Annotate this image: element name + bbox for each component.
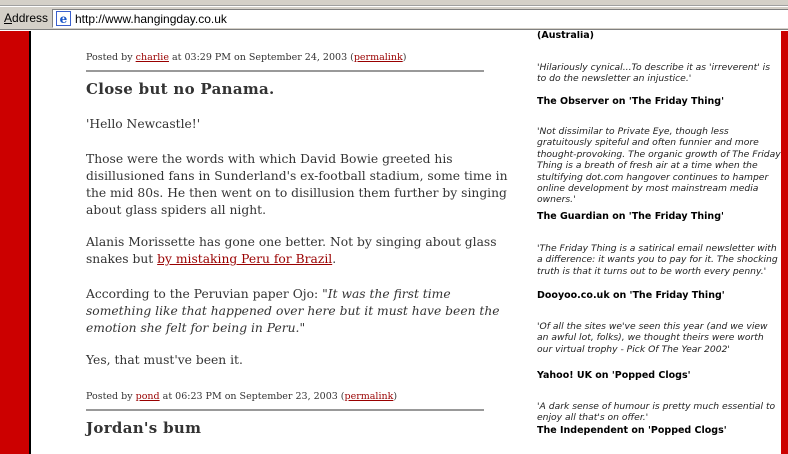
post-title: Jordan's bum	[86, 419, 202, 437]
address-label-rest: ddress	[12, 11, 49, 25]
review-quote: 'Not dissimilar to Private Eye, though less gratuitously spiteful and often funnier and more thought-provoking. The organic growth of The Friday Thing is a breath of fresh air at a time when the stultifying dot.com hangover continues to hamper online development by most mainstream media owners.'	[537, 126, 781, 206]
review-source: Yahoo! UK on 'Popped Clogs'	[537, 370, 691, 381]
review-source: Dooyoo.co.uk on 'The Friday Thing'	[537, 290, 725, 301]
post-meta	[86, 391, 516, 402]
paragraph-text: Alanis Morissette has gone one better. Not by singing about glass snakes but	[86, 235, 497, 266]
review-source: (Australia)	[537, 31, 595, 41]
review-source: The Independent on 'Popped Clogs'	[537, 425, 727, 436]
page-content	[31, 31, 781, 454]
review-quote: 'A dark sense of humour is pretty much essential to enjoy all that's on offer.'	[537, 401, 776, 424]
review-source: The Guardian on 'The Friday Thing'	[537, 211, 724, 222]
permalink-link[interactable]: permalink	[344, 391, 394, 402]
post-divider	[86, 409, 484, 411]
address-label-accesskey: A	[4, 11, 13, 25]
post-paragraph: Yes, that must've been it.	[86, 353, 243, 367]
permalink-link[interactable]: permalink	[353, 52, 403, 63]
paragraph-text: .	[332, 252, 337, 266]
svg-text:e: e	[59, 12, 68, 26]
address-label	[4, 11, 48, 25]
ie-page-icon	[56, 11, 71, 26]
post-paragraph: Those were the words with which David Bowie greeted his disillusioned fans in Sunderland's ex-football stadium, some time in the mid 80s. He then went on to disillusion them further by singing about glass spiders all night.	[86, 152, 508, 217]
review-quote: 'The Friday Thing is a satirical email newsletter with a difference: it wants you to pay for it. The shocking truth is that it turns out to be worth every penny.'	[537, 243, 778, 277]
post-divider	[86, 70, 484, 72]
address-url[interactable]: http://www.hangingday.co.uk	[75, 12, 227, 26]
post-paragraph	[86, 234, 516, 268]
post-paragraph: 'Hello Newcastle!'	[86, 117, 201, 131]
meta-suffix: )	[393, 391, 398, 402]
ojo-quote: "It was the first time something like that happened over here but it must have been the emotion she felt for being in Peru."	[86, 287, 500, 335]
paragraph-text: According to the Peruvian paper Ojo:	[86, 287, 323, 301]
author-link[interactable]: charlie	[135, 52, 169, 63]
address-bar	[0, 6, 788, 30]
post-meta	[86, 52, 516, 63]
post-paragraph	[86, 286, 516, 337]
address-input[interactable]	[52, 9, 788, 28]
frame-left-red-bar	[0, 31, 29, 454]
meta-suffix: )	[402, 52, 407, 63]
review-quote: 'Of all the sites we've seen this year (and we view an awful lot, folks), we thought theirs were worth our virtual trophy - Pick Of The Year 2002'	[537, 321, 768, 355]
frame-right-red-bar	[781, 31, 788, 454]
meta-prefix: Posted by	[86, 52, 136, 63]
review-source: The Observer on 'The Friday Thing'	[537, 96, 724, 107]
post-title: Close but no Panama.	[86, 80, 275, 98]
author-link[interactable]: pond	[135, 391, 160, 402]
peru-brazil-link[interactable]: by mistaking Peru for Brazil	[157, 252, 333, 266]
meta-prefix: Posted by	[86, 391, 136, 402]
meta-datetime: at 06:23 PM on September 23, 2003 (	[159, 391, 345, 402]
meta-datetime: at 03:29 PM on September 24, 2003 (	[168, 52, 354, 63]
review-quote: 'Hilariously cynical...To describe it as 'irreverent' is to do the newsletter an injustice.'	[537, 62, 771, 85]
